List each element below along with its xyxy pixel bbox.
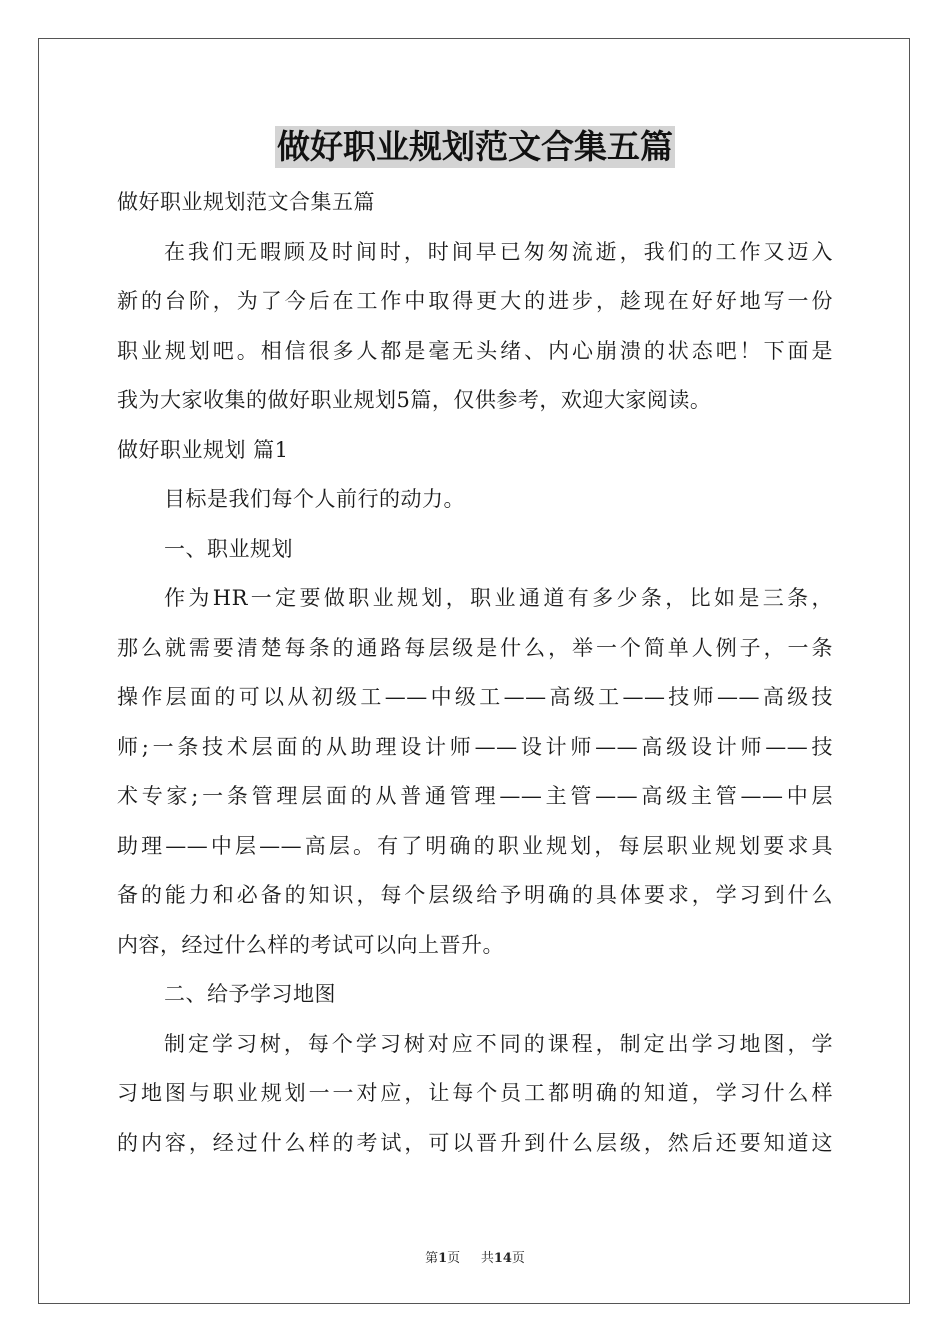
text-line: 内容，经过什么样的考试可以向上晋升。 <box>117 932 504 957</box>
document-body <box>117 178 833 1168</box>
text-line: 师;一条技术层面的从助理设计师——设计师——高级设计师——技 <box>117 734 833 759</box>
document-title-text: 做好职业规划范文合集五篇 <box>277 127 673 166</box>
page-total: 共14页 <box>480 1251 525 1266</box>
page-number: 第1页 <box>425 1251 461 1266</box>
document-title <box>0 126 950 168</box>
text-line: 习地图与职业规划一一对应，让每个员工都明确的知道，学习什么样 <box>117 1081 833 1105</box>
text-line: 做好职业规划 篇1 <box>117 437 289 462</box>
text-line: 作为HR一定要做职业规划，职业通道有多少条，比如是三条， <box>164 586 833 610</box>
text-line: 的内容，经过什么样的考试，可以晋升到什么层级，然后还要知道这 <box>117 1130 833 1155</box>
text-line: 制定学习树，每个学习树对应不同的课程，制定出学习地图，学 <box>164 1031 833 1056</box>
text-line: 术专家;一条管理层面的从普通管理——主管——高级主管——中层 <box>117 784 833 808</box>
text-line: 职业规划吧。相信很多人都是毫无头绪、内心崩溃的状态吧！下面是 <box>117 338 833 363</box>
page-footer <box>0 1247 950 1266</box>
text-line: 在我们无暇顾及时间时，时间早已匆匆流逝，我们的工作又迈入 <box>164 239 833 264</box>
text-line: 新的台阶，为了今后在工作中取得更大的进步，趁现在好好地写一份 <box>117 289 833 313</box>
text-line: 操作层面的可以从初级工——中级工——高级工——技师——高级技 <box>117 685 833 709</box>
text-line: 二、给予学习地图 <box>164 982 336 1006</box>
text-line: 做好职业规划范文合集五篇 <box>117 190 375 214</box>
text-line: 一、职业规划 <box>164 536 293 561</box>
text-line: 备的能力和必备的知识，每个层级给予明确的具体要求，学习到什么 <box>117 883 833 907</box>
text-line: 我为大家收集的做好职业规划5篇，仅供参考，欢迎大家阅读。 <box>117 388 712 412</box>
text-line: 助理——中层——高层。有了明确的职业规划，每层职业规划要求具 <box>117 833 833 858</box>
text-line: 那么就需要清楚每条的通路每层级是什么，举一个简单人例子，一条 <box>117 635 833 660</box>
text-line: 目标是我们每个人前行的动力。 <box>164 487 465 511</box>
